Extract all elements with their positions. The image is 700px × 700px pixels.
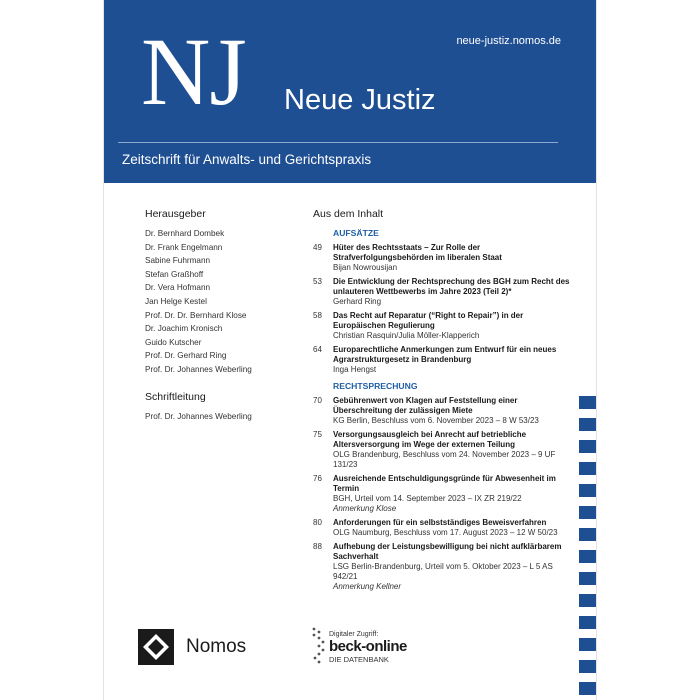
publishers-heading: Herausgeber — [145, 208, 206, 220]
banner-divider — [118, 142, 558, 143]
entry-page-number: 88 — [313, 542, 322, 551]
beck-online-subtitle: DIE DATENBANK — [329, 655, 389, 664]
entry-title: Versorgungsausgleich bei Anrecht auf betriebliche Altersversorgung im Wege der externen Teilung — [333, 430, 527, 449]
entry-author: Inga Hengst — [333, 365, 377, 374]
journal-logo: NJ — [141, 18, 246, 125]
contents-heading: Aus dem Inhalt — [313, 208, 384, 220]
publisher-name: Stefan Graßhoff — [145, 269, 204, 279]
entry-page-number: 76 — [313, 474, 322, 483]
contents-entry — [313, 542, 575, 592]
beck-online-brand — [309, 625, 429, 675]
publisher-name: Guido Kutscher — [145, 337, 202, 347]
journal-cover — [103, 0, 597, 700]
entry-page-number: 75 — [313, 430, 322, 439]
entry-title: Die Entwicklung der Rechtsprechung des BGH zum Recht des unlauteren Wettbewerbs im Jahre 2023 (Teil 2)* — [333, 277, 570, 296]
case-law-list — [313, 396, 575, 592]
publisher-name: Prof. Dr. Gerhard Ring — [145, 351, 227, 361]
contents-entry — [313, 474, 575, 514]
entry-author: OLG Brandenburg, Beschluss vom 24. November 2023 – 9 UF 131/23 — [333, 450, 556, 469]
contents-entry — [313, 243, 575, 273]
contents-entry — [313, 518, 575, 538]
editorial-heading: Schriftleitung — [145, 390, 206, 403]
entry-note: Anmerkung Klose — [333, 504, 397, 513]
beck-online-dots-icon — [309, 625, 329, 680]
beck-online-name: beck-online — [329, 638, 407, 655]
publisher-name: Dr. Frank Engelmann — [145, 242, 223, 252]
entry-page-number: 70 — [313, 396, 322, 405]
publisher-name: Jan Helge Kestel — [145, 296, 207, 306]
entry-title: Aufhebung der Leistungsbewilligung bei nicht aufklärbarem Sachverhalt — [333, 542, 562, 561]
entry-author: Bijan Nowrousijan — [333, 263, 398, 272]
entry-author: LSG Berlin-Brandenburg, Urteil vom 5. Oktober 2023 – L 5 AS 942/21 — [333, 562, 553, 581]
entry-author: KG Berlin, Beschluss vom 6. November 2023 – 8 W 53/23 — [333, 416, 539, 425]
entry-note: Anmerkung Kellner — [333, 582, 402, 591]
entry-author: Christian Rasquin/Julia Möller-Klapperich — [333, 331, 480, 340]
contents-entry — [313, 277, 575, 307]
entry-author: Gerhard Ring — [333, 297, 382, 306]
entry-page-number: 53 — [313, 277, 322, 286]
publisher-name: Prof. Dr. Dr. Bernhard Klose — [145, 310, 247, 320]
contents-entry — [313, 430, 575, 470]
contents-entry — [313, 345, 575, 375]
entry-title: Europarechtliche Anmerkungen zum Entwurf für ein neues Agrarstrukturgesetz in Brandenburg — [333, 345, 557, 364]
entry-title: Anforderungen für ein selbstständiges Beweisverfahren — [333, 518, 547, 527]
entry-author: BGH, Urteil vom 14. September 2023 – IX ZR 219/22 — [333, 494, 522, 503]
entry-page-number: 49 — [313, 243, 322, 252]
entry-author: OLG Naumburg, Beschluss vom 17. August 2023 – 12 W 50/23 — [333, 528, 558, 537]
articles-list — [313, 243, 575, 375]
digital-access-label: Digitaler Zugriff: — [329, 631, 379, 638]
entry-title: Das Recht auf Reparatur (“Right to Repair”) in der Europäischen Regulierung — [333, 311, 524, 330]
entry-title: Ausreichende Entschuldigungsgründe für Abwesenheit im Termin — [333, 474, 556, 493]
journal-url: neue-justiz.nomos.de — [456, 35, 561, 47]
publishers-list — [145, 227, 295, 377]
contents-entry — [313, 396, 575, 426]
publisher-name: Dr. Vera Hofmann — [145, 283, 211, 293]
side-stripes — [579, 396, 596, 700]
entry-page-number: 58 — [313, 311, 322, 320]
cover-banner — [104, 0, 597, 183]
nomos-logo-icon — [138, 629, 174, 665]
entry-title: Gebührenwert von Klagen auf Feststellung einer Überschreitung der zulässigen Miete — [333, 396, 518, 415]
editor-name: Prof. Dr. Johannes Weberling — [145, 411, 252, 421]
entry-page-number: 64 — [313, 345, 322, 354]
entry-page-number: 80 — [313, 518, 322, 527]
publisher-name: Dr. Joachim Kronisch — [145, 324, 223, 334]
publishers-column — [145, 207, 295, 423]
entry-title: Hüter des Rechtsstaats – Zur Rolle der Strafverfolgungsbehörden im liberalen Staat — [333, 243, 502, 262]
journal-subtitle: Zeitschrift für Anwalts- und Gerichtspraxis — [122, 152, 372, 167]
contents-column — [313, 207, 575, 596]
section-label-case-law: RECHTSPRECHUNG — [333, 381, 418, 391]
publisher-name-nomos: Nomos — [186, 636, 247, 657]
nomos-brand — [138, 629, 246, 665]
journal-title: Neue Justiz — [284, 84, 436, 116]
publisher-name: Sabine Fuhrmann — [145, 256, 211, 266]
publisher-name: Dr. Bernhard Dombek — [145, 229, 225, 238]
section-label-articles: AUFSÄTZE — [333, 228, 379, 238]
contents-entry — [313, 311, 575, 341]
publisher-name: Prof. Dr. Johannes Weberling — [145, 364, 252, 374]
